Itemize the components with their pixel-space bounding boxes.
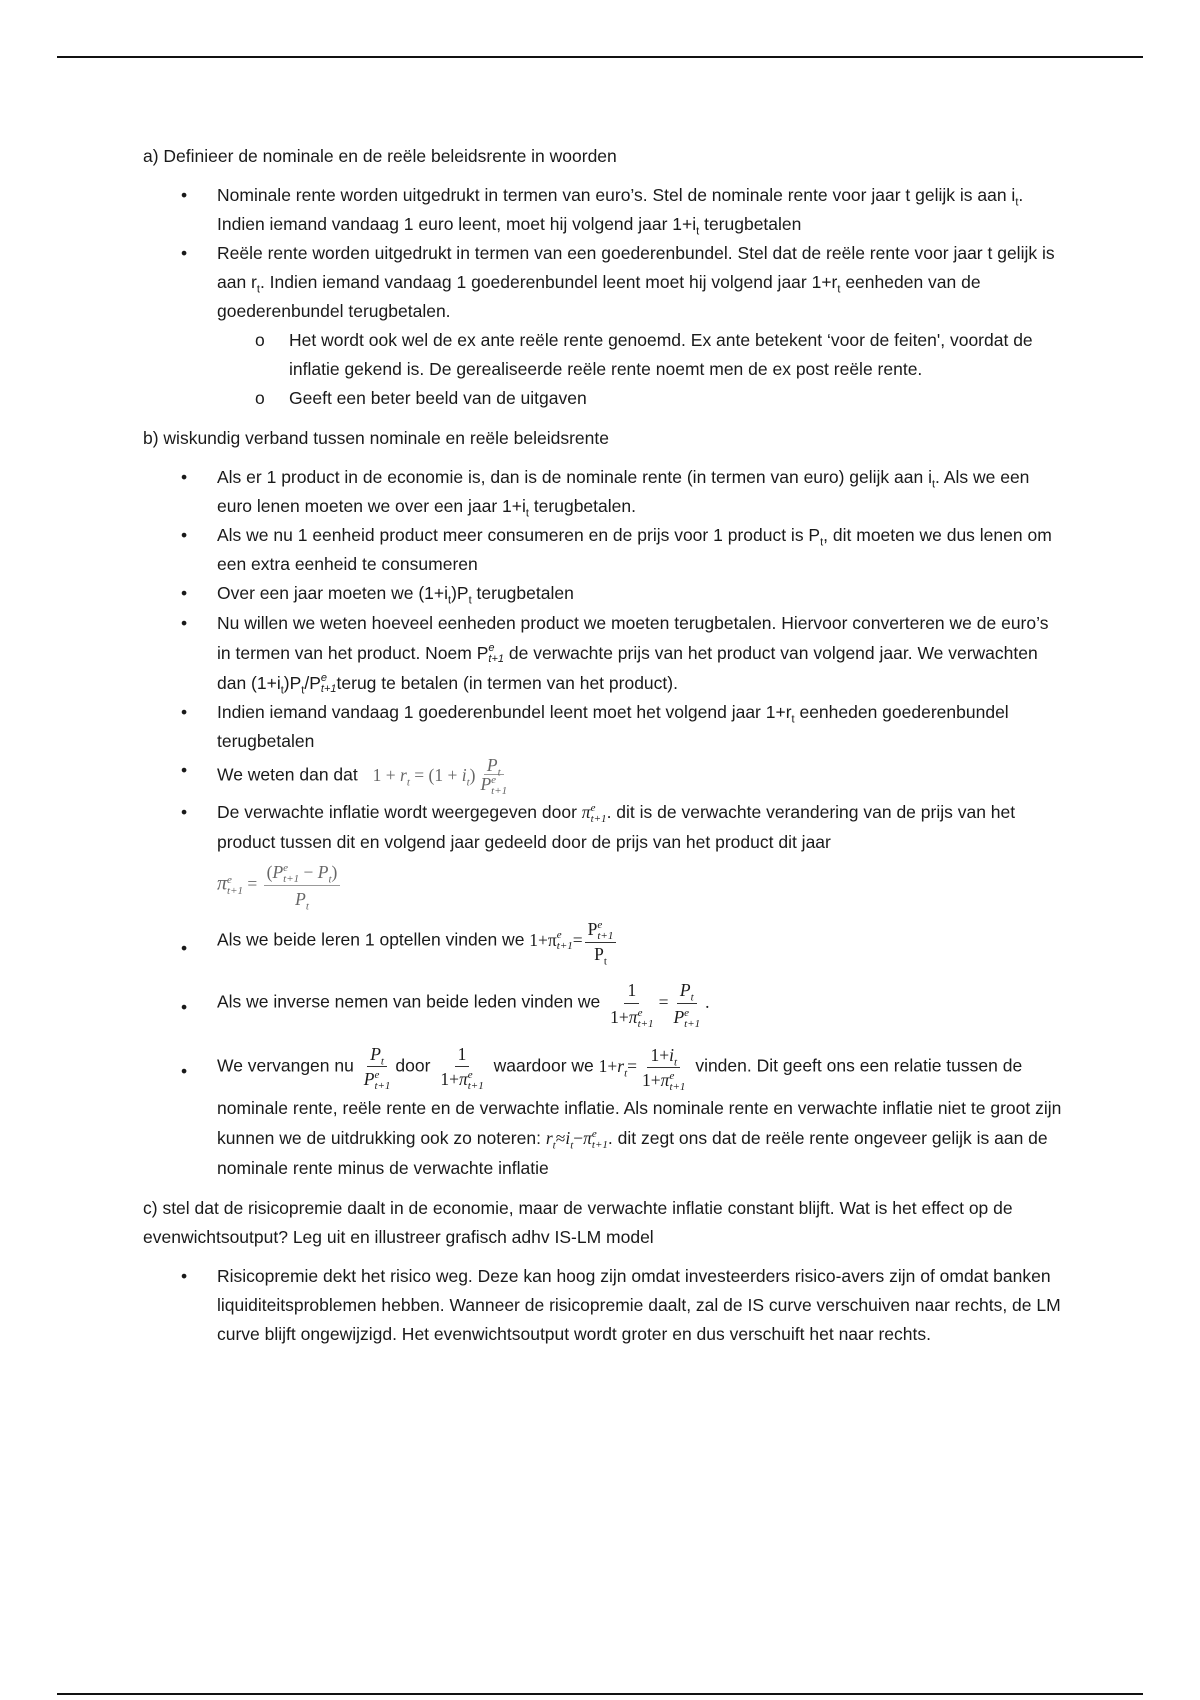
text-run: waardoor we	[493, 1055, 594, 1076]
subscript: t	[820, 536, 824, 549]
bullet-icon: •	[181, 996, 188, 1017]
list-item	[143, 1262, 1063, 1349]
answer-c-list	[143, 1262, 1063, 1349]
header-rule	[57, 56, 1143, 58]
text-run: . Als we een euro lenen moeten we over een jaar 1+i	[217, 467, 1030, 516]
list-item	[143, 797, 1063, 912]
text-run: . dit is de verwachte verandering van de prijs van het product tussen dit en volgend jaar gedeeld door de prijs van het product dit jaar	[217, 802, 1016, 852]
sub-list-item	[217, 384, 1063, 413]
text-run: /P	[304, 673, 321, 693]
answer-a-list	[143, 181, 1063, 413]
fraction-inverse-inflation: 1 1+π e t+1	[440, 1043, 484, 1092]
list-item	[143, 239, 1063, 413]
equation-one-plus-inflation: 1+π e t+1 = P e t+1 $P_t$	[529, 930, 618, 950]
list-item	[143, 521, 1063, 579]
text-run: Indien iemand vandaag 1 goederenbundel leent moet het volgend jaar 1+r	[217, 702, 792, 722]
subscript: t	[525, 507, 529, 520]
bullet-icon: •	[181, 702, 188, 722]
fraction-price-ratio: $P_t$ P e t+1	[363, 1043, 391, 1092]
list-item	[143, 918, 1063, 968]
bullet-icon: •	[181, 613, 188, 633]
subscript: t	[1015, 196, 1019, 209]
text-run: Geeft een beter beeld van de uitgaven	[289, 388, 587, 408]
bullet-icon: •	[181, 802, 188, 822]
text-run: Reële rente worden uitgedrukt in termen van een goederenbundel. Stel dat de reële rente voor jaar t gelijk is aan r	[217, 243, 1055, 292]
text-run: terugbetalen	[699, 214, 802, 234]
text-run: eenheden goederenbundel terugbetalen	[217, 702, 1009, 751]
subscript: t	[837, 283, 841, 296]
subscript: t	[468, 594, 472, 607]
text-run: De verwachte inflatie wordt weergegeven door	[217, 802, 577, 822]
text-run: Risicopremie dekt het risico weg. Deze kan hoog zijn omdat investeerders risico-avers zijn of omdat banken liquiditeitsproblemen hebben. Wanneer de risicopremie daalt, zal de IS curve verschuiven naar rechts, de LM curve blijft ongewijzigd. Het evenwichtsoutput wordt groter en dus verschuift het naar rechts.	[217, 1265, 1061, 1344]
subscript: t	[931, 478, 936, 491]
sub-list-item	[217, 326, 1063, 384]
subscript: t	[280, 684, 284, 697]
text-run: Het wordt ook wel de ex ante reële rente genoemd. Ex ante betekent ‘voor de feiten', voordat de inflatie gekend is. De gerealiseerde reële rente noemt men de ex post reële rente.	[289, 330, 1033, 379]
text-run: Als we nu 1 eenheid product meer consumeren en de prijs voor 1 product is P	[217, 525, 821, 545]
text-run: vinden. Dit geeft ons een relatie tussen de nominale rente, reële rente en de verwachte inflatie. Als nominale rente en verwachte inflatie niet te groot zijn kunnen we de uitdrukking ook zo noteren:	[217, 1055, 1062, 1148]
equation-fisher-approx: $r_t\approx i_t-\pi$ e t+1	[545, 1127, 608, 1152]
text-run: Nu willen we weten hoeveel eenheden product we moeten terugbetalen. Hiervoor converteren we de euro’s in termen van het product. Noem P	[217, 613, 1049, 663]
question-a-heading: a) Definieer de nominale en de reële beleidsrente in woorden	[143, 146, 617, 166]
text-run: Nominale rente worden uitgedrukt in termen van euro’s. Stel de nominale rente voor jaar t gelijk is aan i	[217, 185, 1016, 205]
text-run: Als er 1 product in de economie is, dan is de nominale rente (in termen van euro) gelijk aan i	[217, 467, 932, 487]
subscript: t	[791, 713, 795, 726]
text-run: Als we inverse nemen van beide leden vinden we	[217, 991, 601, 1012]
bullet-icon: •	[181, 525, 188, 545]
equation-inflation-image: π e t+1 = (P e t+1 − $P_t$) $P_t$	[217, 859, 1063, 912]
text-run: terugbetalen.	[528, 496, 636, 516]
text-run: de verwachte prijs van het product van volgend jaar. We verwachten dan (1+i	[217, 643, 1038, 693]
text-run: . dit zegt ons dat de reële rente ongeveer gelijk is aan de nominale rente minus de verwachte inflatie	[217, 1127, 1048, 1178]
bullet-icon: •	[181, 760, 188, 780]
question-c-heading: c) stel dat de risicopremie daalt in de economie, maar de verwachte inflatie constant blijft. Wat is het effect op de evenwichtsoutput? Leg uit en illustreer grafisch adhv IS-LM model	[143, 1197, 1013, 1247]
equation-real-rate-image: $1 + r_t = (1 + i_t)$ $P_t$ P e t+1	[372, 755, 508, 797]
text-run: )P	[451, 583, 469, 603]
sup-sub-stack: e t+1	[320, 672, 337, 696]
bullet-icon: •	[181, 243, 188, 263]
bullet-icon: •	[181, 583, 188, 603]
text-run: We vervangen nu	[217, 1055, 354, 1076]
sub-bullet-icon: o	[255, 388, 265, 408]
text-run: )P	[283, 673, 302, 693]
subscript: t	[256, 283, 260, 296]
text-run: Over een jaar moeten we (1+i	[217, 583, 449, 603]
subscript: t	[696, 225, 700, 238]
text-run: We weten dan dat	[217, 764, 358, 785]
equation-inverse: 1 1+π e t+1 = $P_t$ P e t+1 .	[605, 992, 709, 1012]
list-item	[143, 698, 1063, 756]
text-run: , dit moeten we dus lenen om een extra eenheid te consumeren	[217, 525, 1052, 574]
question-b-heading: b) wiskundig verband tussen nominale en reële beleidsrente	[143, 428, 609, 448]
text-run: Als we beide leren 1 optellen vinden we	[217, 929, 525, 950]
text-run: . Indien iemand vandaag 1 euro leent, moet hij volgend jaar 1+i	[217, 185, 1024, 234]
bullet-icon: •	[181, 467, 188, 487]
text-run: terugbetalen	[471, 583, 574, 603]
list-item	[143, 463, 1063, 521]
bullet-icon: •	[181, 185, 188, 205]
equation-fisher: $1+r_t=$ $1+i_t$ 1+π e t+1	[598, 1044, 686, 1093]
text-run: . Indien iemand vandaag 1 goederenbundel leent moet hij volgend jaar 1+r	[259, 272, 838, 292]
footer-rule	[57, 1693, 1143, 1695]
text-run: terug te betalen (in termen van het product).	[336, 673, 678, 693]
sub-bullet-icon: o	[255, 330, 265, 350]
expected-inflation-symbol: π e t+1	[581, 801, 607, 825]
bullet-icon: •	[181, 1060, 188, 1081]
answer-b-list	[143, 463, 1063, 1183]
document-body	[143, 142, 1063, 1360]
bullet-icon: •	[181, 938, 188, 958]
list-item	[143, 181, 1063, 239]
list-item	[143, 977, 1063, 1030]
sup-sub-stack: e t+1	[488, 642, 504, 666]
text-run: door	[395, 1055, 431, 1076]
sub-list	[217, 326, 1063, 413]
list-item	[143, 579, 1063, 608]
bullet-icon: •	[181, 1265, 188, 1286]
list-item	[143, 756, 1063, 797]
text-run: eenheden van de goederenbundel terugbetalen.	[217, 272, 981, 321]
list-item	[143, 608, 1063, 698]
subscript: t	[448, 594, 452, 607]
subscript: t	[301, 684, 305, 697]
list-item	[143, 1042, 1063, 1183]
